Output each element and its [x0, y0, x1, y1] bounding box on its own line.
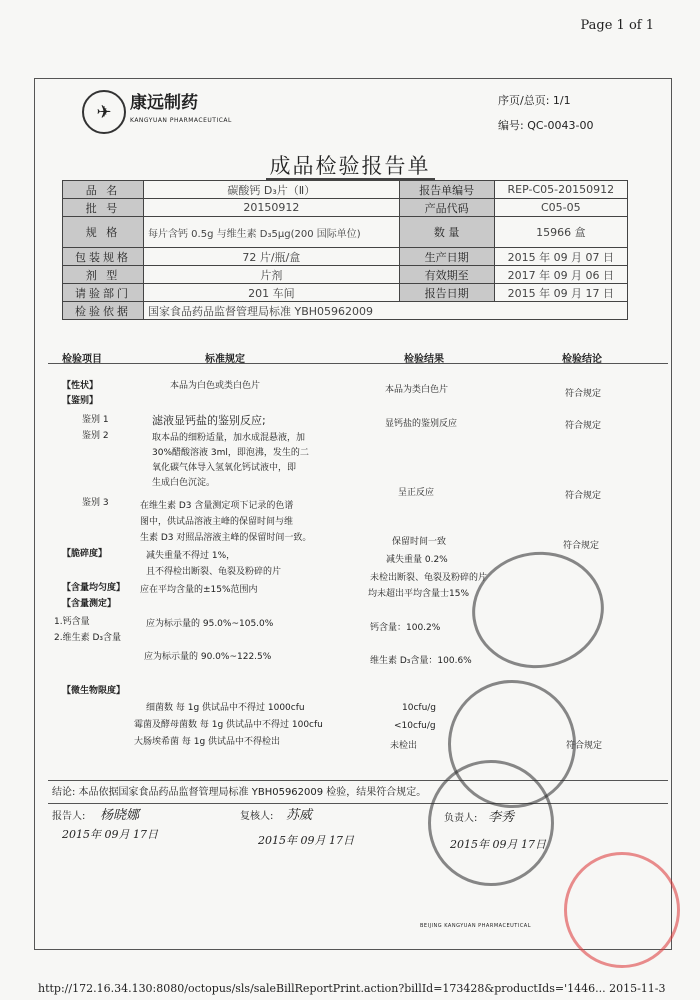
item-assay-d3: 2.维生素 D₃含量 — [54, 633, 121, 643]
std-uniformity: 应在平均含量的±15%范围内 — [140, 585, 258, 595]
approver-signature: 李秀 — [488, 810, 515, 825]
product-info-table: 品 名 碳酸钙 D₃片（Ⅱ） 报告单编号 REP-C05-20150912 批 号 20150912 产品代码 C05-05 规 格 每片含钙 0.5g 与维生素 D₃5μg(200 国际单位) 数 量 15966 盒 包装规格 72 片/瓶/盒 生产日期 2015 年 09 月 07 日 剂 型 片剂 有效期至 2017 年 09 月 06 日 请验部门 201 车间 报告日期 2015 年 09 月 17 日 检验依据 国家食品药品监督管理局标准 YBH05962009 — [62, 180, 628, 320]
item-identification: 【鉴别】 — [62, 396, 99, 406]
std-id2-l2: 30%醋酸溶液 3ml，即泡沸，发生的二 — [152, 448, 309, 458]
checker-date: 2015年 09月 17日 — [258, 834, 354, 847]
res-appearance: 本品为类白色片 — [385, 385, 449, 395]
reporter-signature: 杨晓娜 — [100, 808, 140, 823]
std-micro-3: 大肠埃希菌 每 1g 供试品中不得检出 — [134, 737, 281, 747]
std-id3-l1: 在维生素 D3 含量测定项下记录的色谱 — [140, 501, 294, 511]
std-id2-l4: 生成白色沉淀。 — [152, 478, 216, 488]
divider — [48, 780, 668, 781]
std-id3-l3: 生素 D3 对照品溶液主峰的保留时间一致。 — [140, 533, 312, 543]
print-url: http://172.16.34.130:8080/octopus/sls/saleBillReportPrint.action?billId=173428&productIds='1446... 2015-11-3 — [38, 982, 666, 995]
item-uniformity: 【含量均匀度】 — [62, 583, 126, 593]
std-friability-l1: 减失重量不得过 1%， — [146, 551, 236, 561]
col-conclusion: 检验结论 — [562, 354, 602, 365]
item-friability: 【脆碎度】 — [62, 549, 108, 559]
item-microbial: 【微生物限度】 — [62, 686, 126, 696]
footer-company: BEIJING KANGYUAN PHARMACEUTICAL — [420, 923, 532, 929]
res-friability-l1: 减失重量 0.2% — [386, 555, 448, 565]
company-logo-icon: ✈ — [82, 90, 126, 134]
con-appearance: 符合规定 — [565, 389, 602, 399]
std-id1: 滤液显钙盐的鉴别反应; — [152, 414, 266, 427]
con-id3: 符合规定 — [565, 491, 602, 501]
res-friability-l2: 未检出断裂、龟裂及粉碎的片 — [370, 573, 488, 583]
con-friability: 符合规定 — [563, 541, 600, 551]
report-title: 成品检验报告单 — [0, 150, 700, 180]
std-micro-2: 霉菌及酵母菌数 每 1g 供试品中不得过 100cfu — [134, 720, 323, 730]
res-assay-ca: 钙含量：100.2% — [370, 623, 441, 633]
conclusion-text: 结论: 本品依据国家食品药品监督管理局标准 YBH05962009 检验，结果符合规定。 — [52, 787, 427, 798]
item-id2: 鉴别 2 — [82, 431, 109, 441]
std-micro-1: 细菌数 每 1g 供试品中不得过 1000cfu — [146, 703, 305, 713]
divider — [48, 363, 668, 364]
col-item: 检验项目 — [62, 354, 102, 365]
item-assay-ca: 1.钙含量 — [54, 617, 90, 627]
std-friability-l2: 且不得检出断裂、龟裂及粉碎的片 — [146, 567, 282, 577]
reporter-date: 2015年 09月 17日 — [62, 828, 158, 841]
divider — [48, 803, 668, 804]
con-micro: 符合规定 — [566, 741, 603, 751]
res-id3a: 呈正反应 — [398, 488, 435, 498]
doc-code: 编号: QC-0043-00 — [498, 119, 594, 132]
res-micro-1: 10cfu/g — [402, 703, 437, 713]
res-micro-2: <10cfu/g — [394, 721, 436, 731]
approver-label: 负责人: — [444, 813, 478, 824]
checker-signature: 苏威 — [286, 808, 313, 823]
signature-stamp — [428, 760, 554, 886]
std-id3-l2: 图中，供试品溶液主峰的保留时间与维 — [140, 517, 294, 527]
res-id1: 显钙盐的鉴别反应 — [385, 419, 458, 429]
company-name-en: KANGYUAN PHARMACEUTICAL — [130, 117, 232, 124]
company-name: 康远制药 — [130, 93, 198, 113]
red-stamp — [564, 852, 680, 968]
item-appearance: 【性状】 — [62, 381, 99, 391]
col-result: 检验结果 — [404, 354, 444, 365]
page-info: 序页/总页: 1/1 — [498, 94, 571, 107]
res-id3b: 保留时间一致 — [392, 537, 447, 547]
std-id2-l1: 取本品的细粉适量，加水成混悬液，加 — [152, 433, 306, 443]
item-assay: 【含量测定】 — [62, 599, 117, 609]
std-appearance: 本品为白色或类白色片 — [170, 381, 261, 391]
res-micro-3: 未检出 — [390, 741, 418, 751]
checker-label: 复核人: — [240, 811, 274, 822]
item-id1: 鉴别 1 — [82, 415, 109, 425]
item-id3: 鉴别 3 — [82, 498, 109, 508]
res-uniformity: 均未超出平均含量士15% — [368, 589, 470, 599]
col-standard: 标准规定 — [205, 354, 245, 365]
approver-date: 2015年 09月 17日 — [450, 838, 546, 851]
std-assay-d3: 应为标示量的 90.0%~122.5% — [144, 652, 272, 662]
res-assay-d3: 维生素 D₃含量：100.6% — [370, 656, 472, 666]
std-assay-ca: 应为标示量的 95.0%~105.0% — [146, 619, 274, 629]
page-number: Page 1 of 1 — [580, 18, 654, 33]
con-id1: 符合规定 — [565, 421, 602, 431]
reporter-label: 报告人: — [52, 811, 86, 822]
std-id2-l3: 氧化碳气体导入氢氧化钙试液中，即 — [152, 463, 297, 473]
